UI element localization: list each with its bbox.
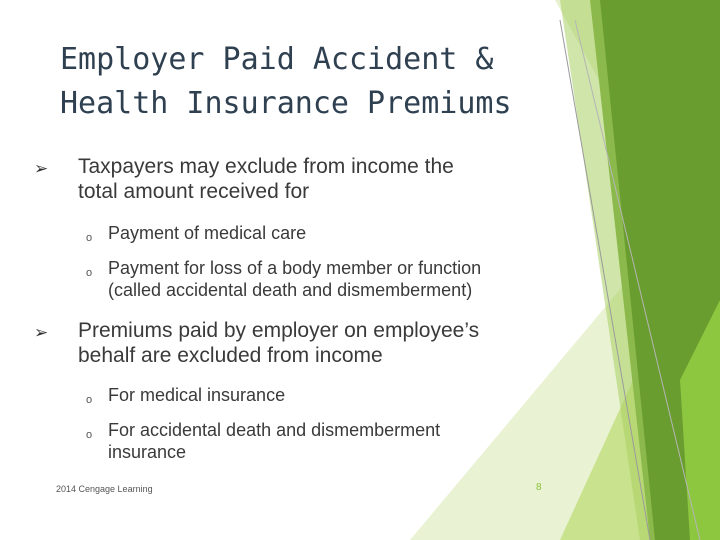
sub-bullet-text-line: Payment of medical care — [108, 223, 307, 243]
sub-bullet-text — [108, 384, 568, 406]
slide-title-line: Employer Paid Accident & — [60, 42, 494, 77]
circle-bullet-icon: o — [86, 429, 93, 441]
slide-title-line: Health Insurance Premiums — [60, 86, 512, 121]
bullet-text — [78, 318, 578, 368]
sub-bullet-text-line: insurance — [108, 442, 187, 462]
arrow-bullet-icon: ➢ — [34, 323, 49, 342]
bullet-text-line: behalf are excluded from income — [78, 344, 383, 367]
sub-bullet-text-line: For accidental death and dismemberment — [108, 420, 441, 440]
sub-bullet-text-line: For medical insurance — [108, 385, 286, 405]
sub-bullet-text-line: (called accidental death and dismemberment) — [108, 280, 473, 300]
sub-bullet-text — [108, 257, 568, 301]
bullet-text-line: Taxpayers may exclude from income the — [78, 155, 454, 178]
bullet-text-line: total amount received for — [78, 180, 310, 203]
slide-title — [60, 38, 540, 126]
circle-bullet-icon: o — [86, 267, 93, 279]
sub-bullet-text — [108, 222, 568, 244]
sub-bullet-text — [108, 419, 568, 463]
circle-bullet-icon: o — [86, 232, 93, 244]
footer-copyright: 2014 Cengage Learning — [56, 484, 153, 494]
bullet-text-line: Premiums paid by employer on employee’s — [78, 319, 480, 342]
arrow-bullet-icon: ➢ — [34, 159, 49, 178]
page-number: 8 — [536, 482, 542, 493]
sub-bullet-text-line: Payment for loss of a body member or function — [108, 258, 482, 278]
bullet-text — [78, 154, 578, 204]
circle-bullet-icon: o — [86, 394, 93, 406]
